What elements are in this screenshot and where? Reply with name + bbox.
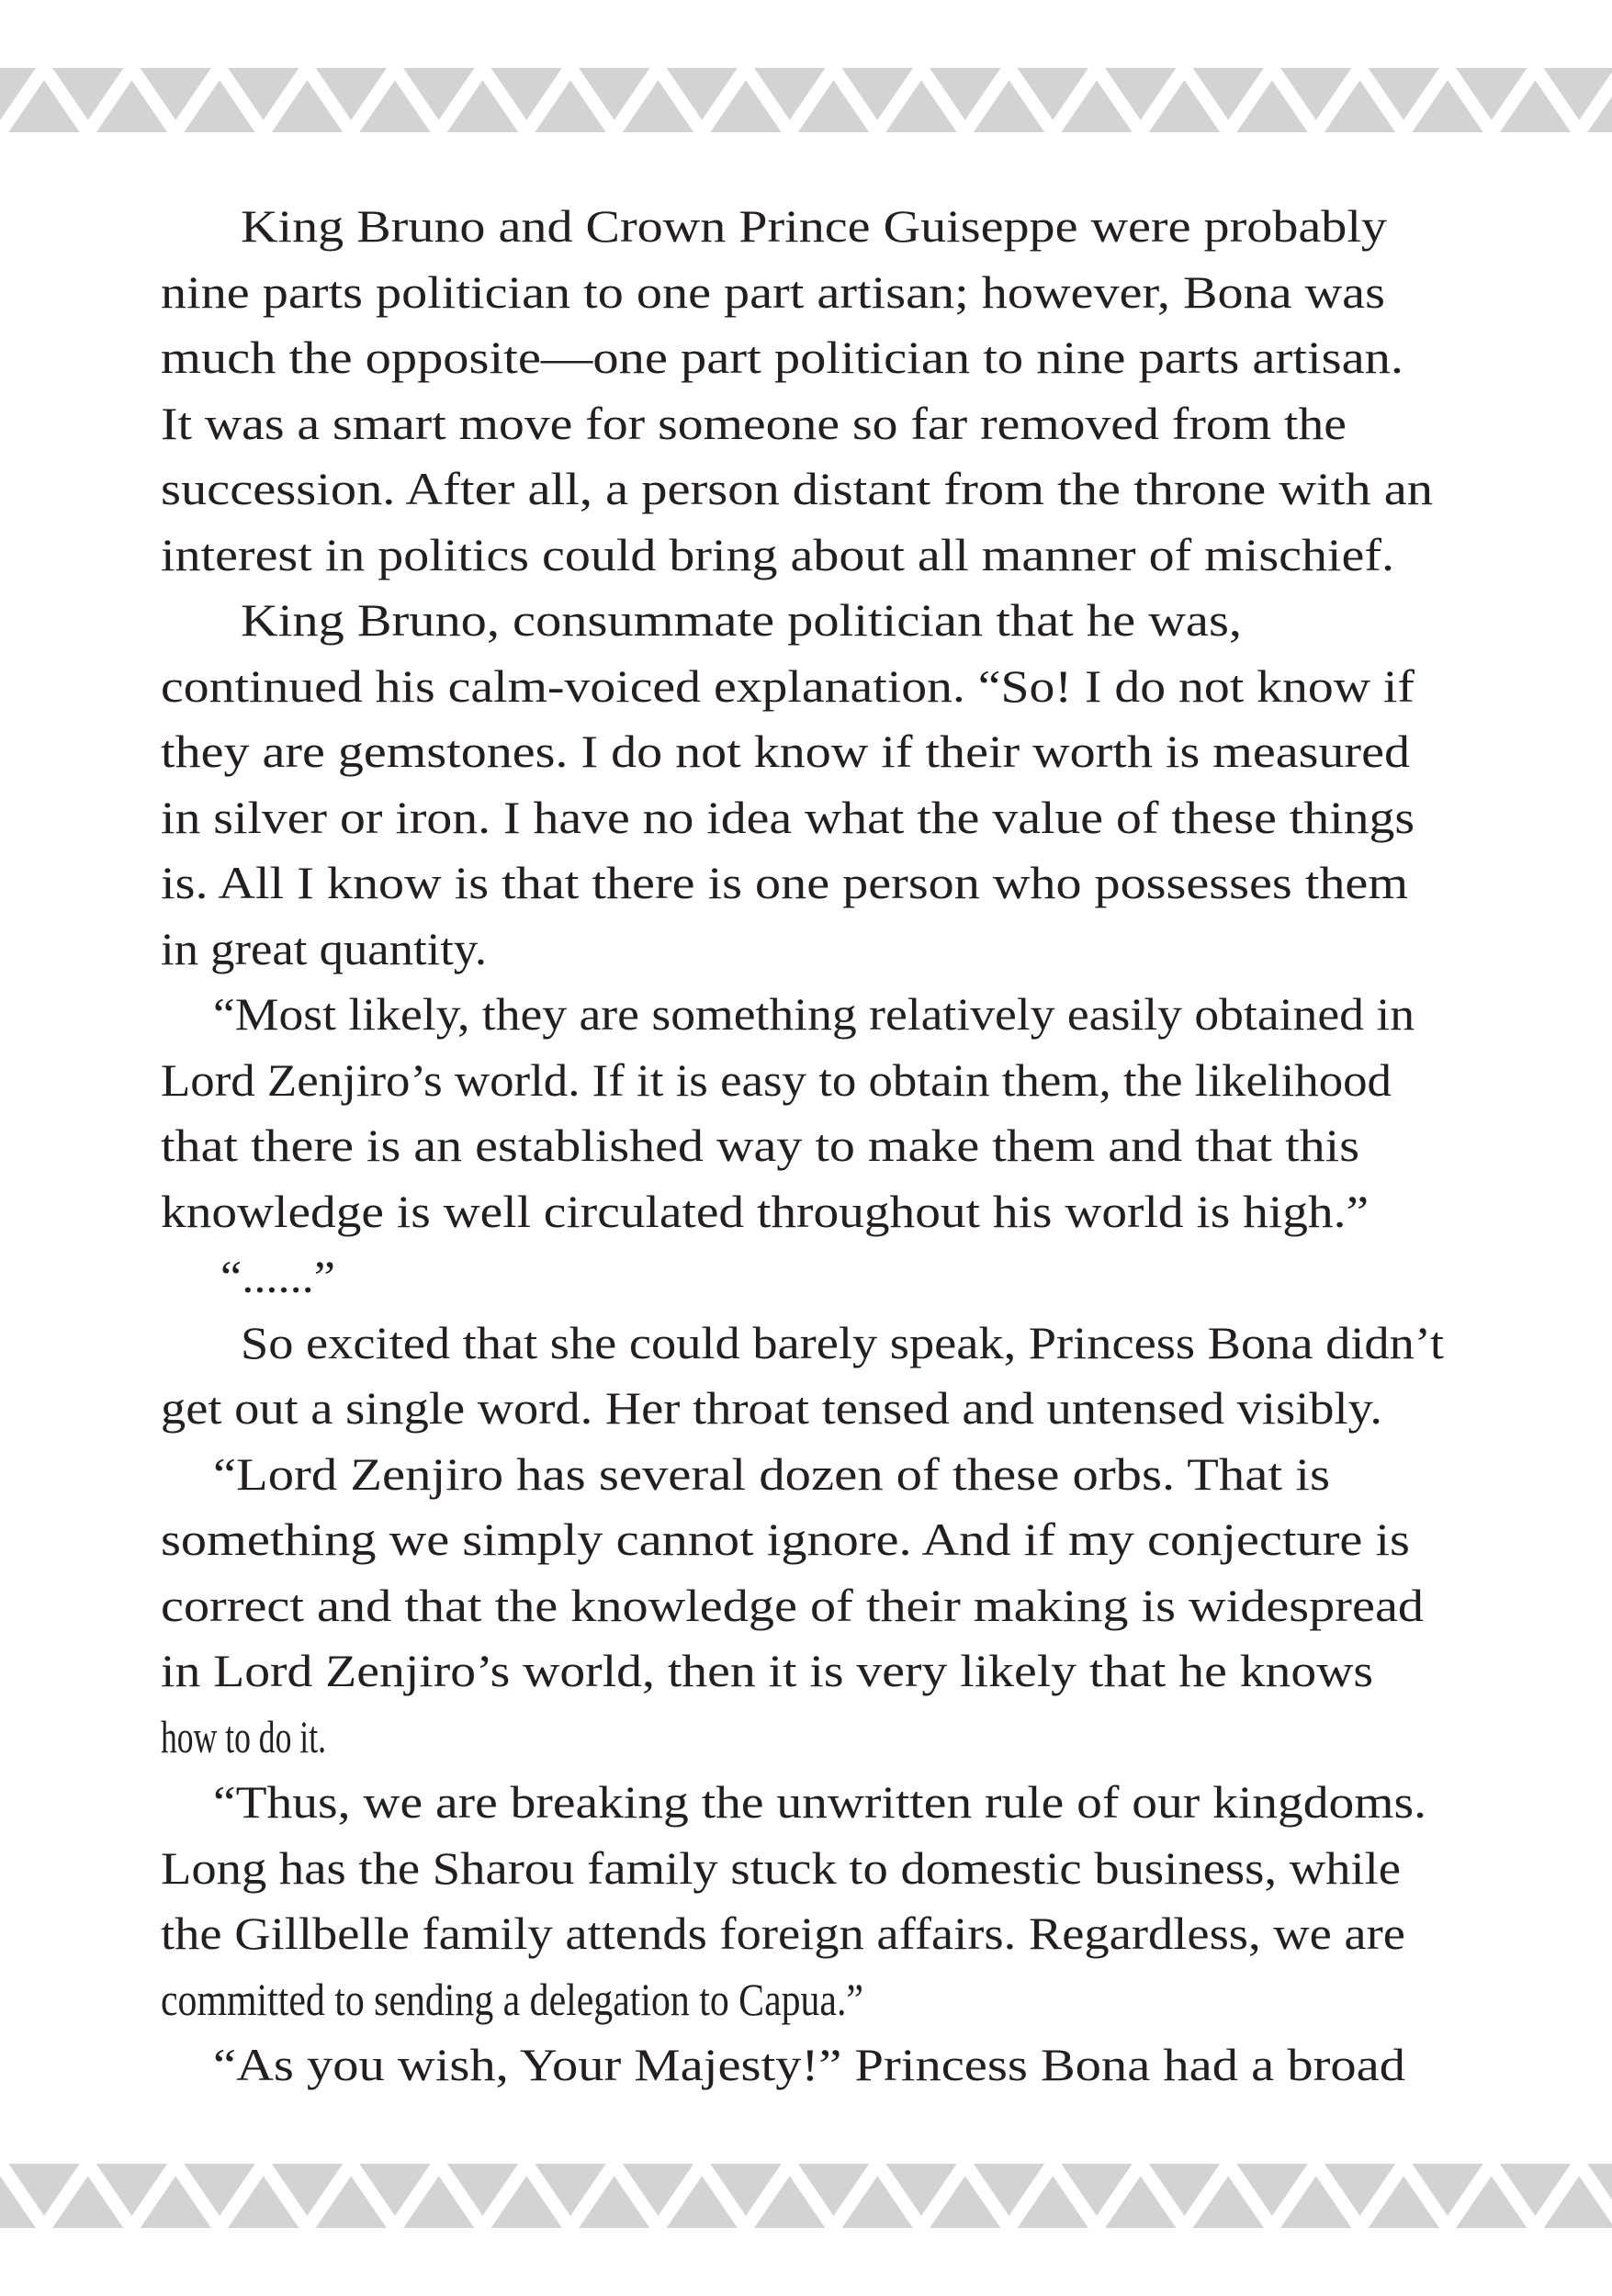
- text-line: in silver or iron. I have no idea what the value of these things: [161, 792, 1415, 844]
- text-line: “Thus, we are breaking the unwritten rule of our kingdoms.: [213, 1776, 1426, 1829]
- text-line: how to do it.: [161, 1711, 326, 1763]
- text-line: King Bruno and Crown Prince Guiseppe were probably: [241, 200, 1387, 253]
- text-line: continued his calm-voiced explanation. “So! I do not know if: [161, 660, 1415, 713]
- text-line: they are gemstones. I do not know if their worth is measured: [161, 726, 1410, 778]
- bottom-triangle-border: [0, 2164, 1612, 2228]
- text-line: the Gillbelle family attends foreign affairs. Regardless, we are: [161, 1908, 1405, 1960]
- text-line: Long has the Sharou family stuck to domestic business, while: [161, 1842, 1402, 1895]
- text-line: knowledge is well circulated throughout his world is high.”: [161, 1186, 1370, 1238]
- text-line: King Bruno, consummate politician that he was,: [241, 594, 1243, 647]
- text-line: something we simply cannot ignore. And if my conjecture is: [161, 1514, 1410, 1566]
- text-line: “As you wish, Your Majesty!” Princess Bona had a broad: [213, 2039, 1405, 2091]
- text-line: “......”: [220, 1251, 336, 1303]
- text-line: that there is an established way to make them and that this: [161, 1120, 1359, 1172]
- text-line: committed to sending a delegation to Capua.”: [161, 1974, 863, 2026]
- text-line: correct and that the knowledge of their making is widespread: [161, 1580, 1425, 1632]
- text-line: So excited that she could barely speak, Princess Bona didn’t: [241, 1317, 1444, 1369]
- text-line: in great quantity.: [161, 923, 488, 975]
- text-line: succession. After all, a person distant from the throne with an: [161, 463, 1433, 515]
- text-line: Lord Zenjiro’s world. If it is easy to obtain them, the likelihood: [161, 1054, 1392, 1107]
- text-line: nine parts politician to one part artisan; however, Bona was: [161, 266, 1385, 319]
- text-line: “Lord Zenjiro has several dozen of these orbs. That is: [213, 1448, 1331, 1501]
- text-line: is. All I know is that there is one person who possesses them: [161, 857, 1409, 909]
- text-line: interest in politics could bring about all manner of mischief.: [161, 529, 1394, 581]
- text-line: much the opposite—one part politician to nine parts artisan.: [161, 332, 1404, 384]
- text-line: get out a single word. Her throat tensed and untensed visibly.: [161, 1382, 1382, 1435]
- text-line: in Lord Zenjiro’s world, then it is very likely that he knows: [161, 1645, 1374, 1697]
- text-line: “Most likely, they are something relatively easily obtained in: [213, 988, 1415, 1041]
- text-line: It was a smart move for someone so far removed from the: [161, 398, 1347, 450]
